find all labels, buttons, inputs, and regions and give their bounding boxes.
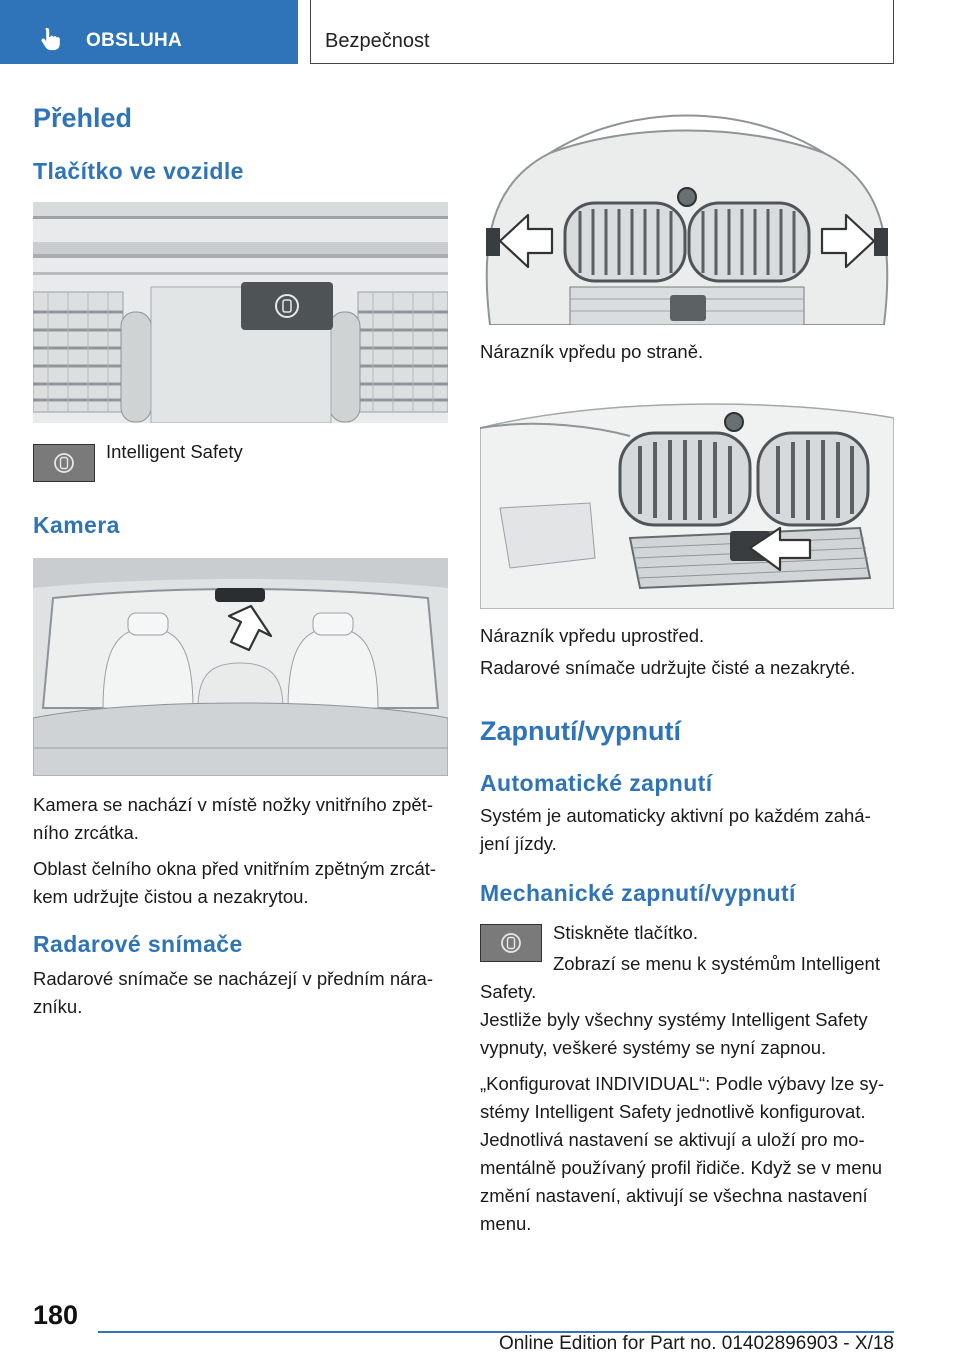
heading-button-in-vehicle: Tlačítko ve vozidle [33,158,244,184]
manual-text-configure-individual: „Konfigurovat INDIVIDUAL“: Podle výbavy lze systémy Intelligent Safety jednotlivě konfigurovat. Jednotlivá nastavení se aktivují a uloží pro momentálně používaný profil řidiče. Když se v menu změní nastavení, aktivují se všechna nastavení menu. [480,1073,885,1234]
radar-text: Radarové snímače se nacházejí v předním nárazníku. [33,968,434,1017]
bumper-side-figure [480,103,894,325]
caption-bumper-middle: Nárazník vpředu uprostřed. [480,625,705,646]
page-number: 180 [33,1300,79,1330]
keep-sensors-clean-text: Radarové snímače udržujte čisté a nezakryté. [480,657,856,678]
section-header [310,0,894,64]
manual-description [480,1006,894,1246]
page-title: Přehled [33,103,133,133]
dashboard-button-figure [33,202,448,423]
manual-step-menu: Zobrazí se menu k systémům Intelligent Safety. [480,953,880,1002]
chapter-tab[interactable] [0,0,298,64]
button-caption: Intelligent Safety [106,441,243,462]
heading-manual-activation: Mechanické zapnutí/vypnutí [480,880,796,906]
footer-edition: Online Edition for Part no. 01402896903 - X/18 [498,1333,894,1354]
bumper-middle-figure [480,388,894,609]
camera-interior-figure [33,558,448,776]
intelligent-safety-button-icon [33,444,95,482]
chapter-label: OBSLUHA [86,30,183,51]
heading-automatic-activation: Automatické zapnutí [480,770,713,796]
heading-camera: Kamera [33,512,120,538]
camera-text-location: Kamera se nachází v místě nožky vnitřního zpětního zrcátka. [33,794,433,843]
hand-pointer-icon [38,26,64,52]
auto-activation-text: Systém je automaticky aktivní po každém zahájení jízdy. [480,805,871,854]
heading-radar-sensors: Radarové snímače [33,931,243,957]
camera-description [33,791,448,919]
caption-bumper-side: Nárazník vpředu po straně. [480,341,704,362]
heading-on-off: Zapnutí/vypnutí [480,716,681,746]
manual-step-press-button: Stiskněte tlačítko. [553,922,698,943]
manual-text-all-systems: Jestliže byly všechny systémy Intelligent Safety vypnuty, veškeré systémy se nyní zapnou. [480,1009,868,1058]
camera-text-keep-clean: Oblast čelního okna před vnitřním zpětným zrcátkem udržujte čistou a nezakrytou. [33,858,437,907]
section-label: Bezpečnost [325,30,430,52]
